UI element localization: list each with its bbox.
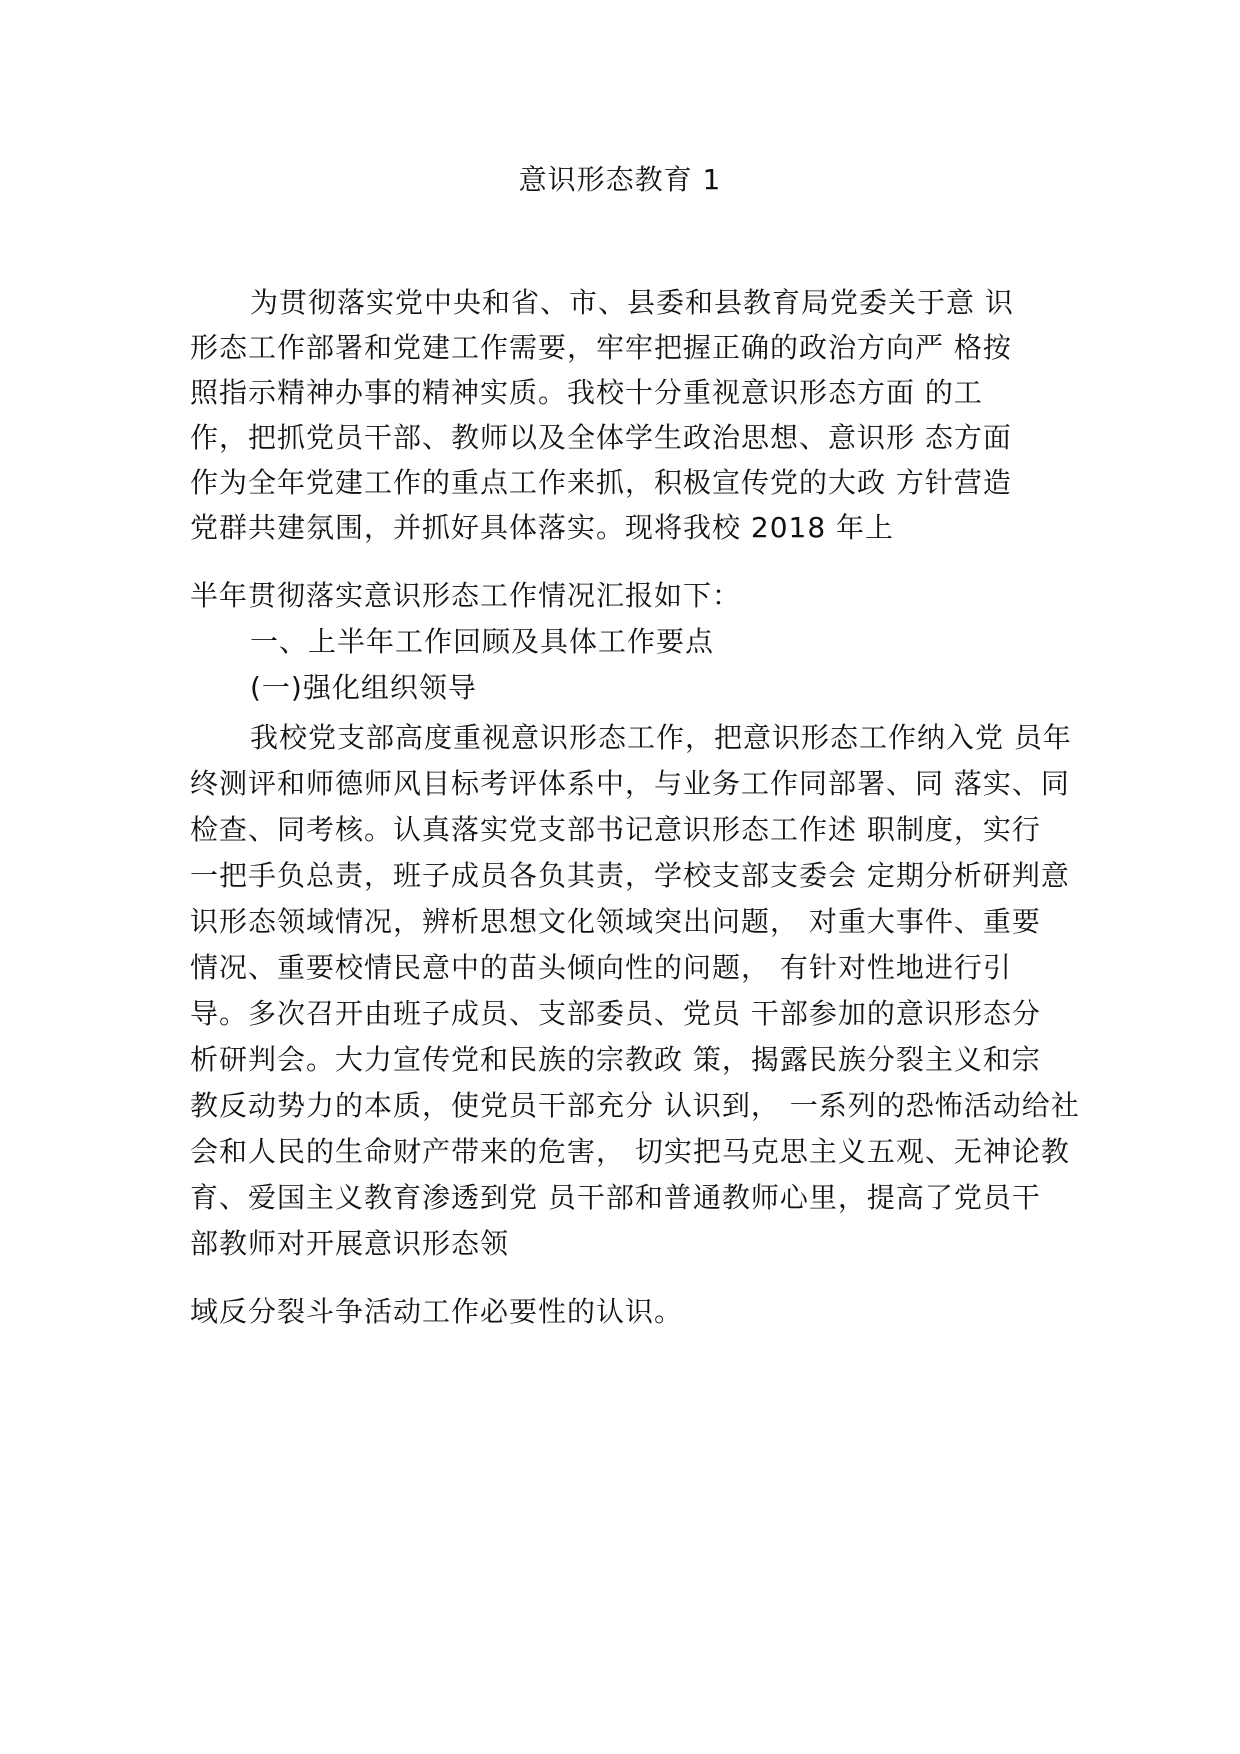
- paragraph-line: 导。多次召开由班子成员、支部委员、党员 干部参加的意识形态分: [190, 997, 1041, 1030]
- paragraph-line: 我校党支部高度重视意识形态工作，把意识形态工作纳入党 员年: [250, 721, 1072, 754]
- paragraph-line: 情况、重要校情民意中的苗头倾向性的问题， 有针对性地进行引: [190, 951, 1012, 984]
- paragraph-line: 识形态领域情况，辨析思想文化领域突出问题， 对重大事件、重要: [190, 905, 1041, 938]
- paragraph-line: 形态工作部署和党建工作需要，牢牢把握正确的政治方向严 格按: [190, 331, 1012, 364]
- paragraph-line: 为贯彻落实党中央和省、市、县委和县教育局党委关于意 识: [250, 286, 1014, 319]
- section-heading: 一、上半年工作回顾及具体工作要点: [250, 625, 715, 658]
- paragraph-line: 党群共建氛围，并抓好具体落实。现将我校 2018 年上: [190, 511, 895, 544]
- subsection-heading: (一)强化组织领导: [250, 671, 477, 704]
- paragraph-line: 作，把抓党员干部、教师以及全体学生政治思想、意识形 态方面: [190, 421, 1012, 454]
- paragraph-line: 育、爱国主义教育渗透到党 员干部和普通教师心里，提高了党员干: [190, 1181, 1041, 1214]
- paragraph-line: 半年贯彻落实意识形态工作情况汇报如下：: [190, 579, 742, 612]
- paragraph-line: 一把手负总责，班子成员各负其责，学校支部支委会 定期分析研判意: [190, 859, 1070, 892]
- document-title: 意识形态教育 1: [518, 163, 722, 196]
- paragraph-line: 检查、同考核。认真落实党支部书记意识形态工作述 职制度，实行: [190, 813, 1041, 846]
- paragraph-line: 部教师对开展意识形态领: [190, 1227, 510, 1260]
- paragraph-line: 终测评和师德师风目标考评体系中，与业务工作同部署、同 落实、同: [190, 767, 1070, 800]
- paragraph-line: 教反动势力的本质，使党员干部充分 认识到， 一系列的恐怖活动给社: [190, 1089, 1080, 1122]
- paragraph-line: 照指示精神办事的精神实质。我校十分重视意识形态方面 的工: [190, 376, 983, 409]
- paragraph-line: 域反分裂斗争活动工作必要性的认识。: [190, 1295, 684, 1328]
- paragraph-line: 析研判会。大力宣传党和民族的宗教政 策，揭露民族分裂主义和宗: [190, 1043, 1041, 1076]
- paragraph-line: 会和人民的生命财产带来的危害， 切实把马克思主义五观、无神论教: [190, 1135, 1070, 1168]
- paragraph-line: 作为全年党建工作的重点工作来抓，积极宣传党的大政 方针营造: [190, 466, 1012, 499]
